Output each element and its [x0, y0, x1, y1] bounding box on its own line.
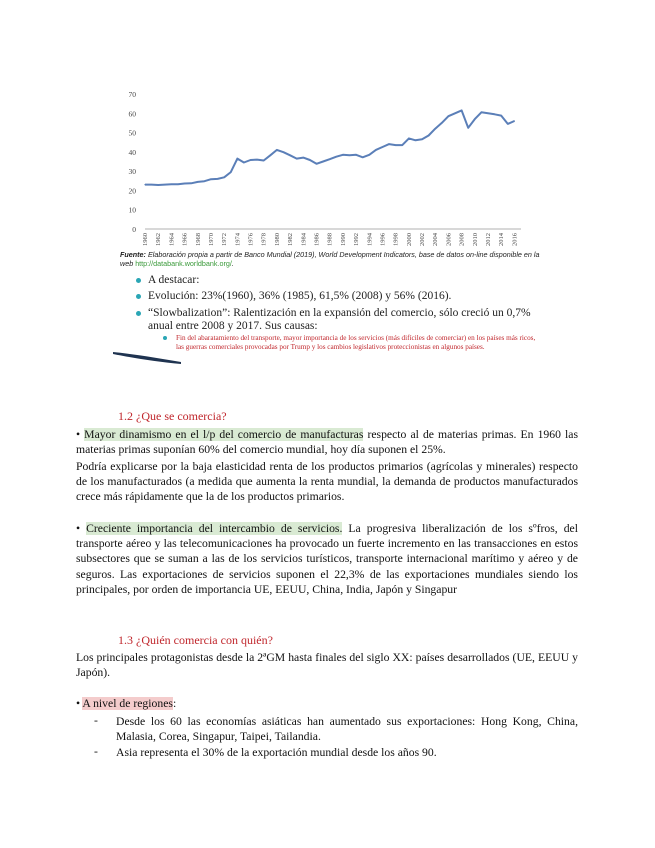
paragraph-protagonistas: Los principales protagonistas desde la 2ªGM hasta finales del siglo XX: países desarrollados (UE, EEUU y Japón).	[76, 651, 578, 680]
data-point	[296, 158, 297, 159]
data-point	[197, 181, 198, 182]
bullet-char: •	[76, 697, 83, 710]
x-tick-label: 2002	[419, 233, 427, 246]
y-tick-label: 60	[128, 109, 136, 119]
data-point	[151, 184, 152, 185]
x-tick-label: 2006	[445, 233, 453, 246]
y-tick-label: 40	[128, 147, 136, 157]
data-point	[323, 161, 324, 162]
data-point	[369, 154, 370, 155]
data-point	[329, 159, 330, 160]
slide-bullet-main: A destacar:	[148, 274, 200, 286]
x-tick-label: 1978	[260, 233, 268, 246]
data-point	[276, 149, 277, 150]
highlight-servicios: Creciente importancia del intercambio de servicios.	[86, 522, 343, 535]
data-point	[191, 183, 192, 184]
source-link[interactable]: http://databank.worldbank.org/	[135, 259, 232, 268]
x-tick-label: 1990	[339, 233, 347, 246]
data-point	[355, 154, 356, 155]
y-tick-label: 30	[128, 167, 136, 177]
x-tick-label: 1994	[366, 233, 374, 246]
x-tick-label: 1980	[273, 233, 281, 246]
data-point	[204, 181, 205, 182]
data-point	[428, 135, 429, 136]
bullet-char: •	[76, 522, 87, 535]
data-point	[336, 156, 337, 157]
data-point	[487, 113, 488, 114]
source-text: Elaboración propia a partir de Banco Mundial (2019), World Development Indicators, base de datos on-line disponible en la web	[120, 250, 540, 268]
data-point	[164, 184, 165, 185]
data-point	[395, 145, 396, 146]
x-tick-label: 2014	[498, 233, 506, 246]
y-tick-label: 20	[128, 186, 136, 196]
bullet-dot-icon	[136, 278, 141, 283]
data-point	[507, 123, 508, 124]
data-point	[243, 162, 244, 163]
x-tick-label: 1998	[392, 233, 400, 246]
x-tick-label: 1988	[326, 233, 334, 246]
data-point	[474, 118, 475, 119]
x-tick-label: 1968	[194, 233, 202, 246]
x-tick-label: 1992	[353, 232, 361, 246]
data-point	[421, 139, 422, 140]
data-point	[184, 183, 185, 184]
x-tick-label: 1960	[142, 233, 149, 246]
data-point	[210, 179, 211, 180]
x-tick-label: 1962	[155, 233, 163, 246]
data-point	[303, 157, 304, 158]
data-point	[481, 112, 482, 113]
data-point	[514, 120, 515, 121]
chart-source-note	[120, 250, 540, 268]
y-tick-label: 70	[128, 90, 136, 99]
regiones-colon: :	[172, 697, 177, 710]
x-tick-label: 2012	[485, 233, 493, 246]
data-point	[263, 160, 264, 161]
data-point	[461, 110, 462, 111]
x-tick-label: 1982	[287, 233, 295, 246]
data-point	[237, 158, 238, 159]
bullet-dot-icon	[136, 294, 141, 299]
data-point	[415, 140, 416, 141]
paragraph-regiones	[76, 696, 578, 711]
data-point	[408, 138, 409, 139]
slide-decoration-swoosh	[113, 350, 183, 364]
data-point	[217, 178, 218, 179]
paragraph-servicios-rest: La progresiva liberalización de los sºfros, del transporte aéreo y las telecomunicaciones ha provocado un fuerte incremento en las transacciones en estos subsectores que se suman a las de los servicios turísticos, transporte internacional marítimo y aéreo y de seguros. Las exportaciones de servicios suponen el 22,3% de las exportaciones mundiales siendo los principales, por orden de importancia UE, EEUU, China, India, Japón y Singapur	[76, 522, 578, 596]
list-dash: -	[94, 745, 98, 758]
trade-openness-series-line	[145, 110, 514, 185]
slide-bullet-slowbalization: “Slowbalization”: Ralentización en la expansión del comercio, sólo creció un 0,7% anual entre 2008 y 2017. Sus causas:	[148, 307, 531, 332]
list-item-asia-exportaciones: Desde los 60 las economías asiáticas han aumentado sus exportaciones: Hong Kong, China, Malasia, Corea, Singapur, Taipei, Tailandia.	[116, 715, 578, 744]
x-tick-label: 1964	[168, 233, 176, 246]
data-point	[375, 149, 376, 150]
bullet-char: •	[76, 428, 85, 441]
y-tick-label: 50	[128, 128, 136, 138]
paragraph-manufacturas-rest: respecto al de materias primas. En 1960 las materias primas suponían 60% del comercio mundial, hoy día suponen el 25%.	[76, 428, 578, 457]
x-tick-label: 1984	[300, 233, 308, 246]
data-point	[362, 157, 363, 158]
bullet-dot-icon	[163, 336, 167, 340]
y-tick-label: 10	[128, 205, 136, 215]
slide-bullet-causes: Fin del abaratamiento del transporte, mayor importancia de los servicios (más difíciles de comerciar) en los países más ricos, las guerras comerciales provocadas por Trump y los cambios legislativos proteccionistas en algunos países.	[176, 334, 536, 351]
slide-bullet-evolucion: Evolución: 23%(1960), 36% (1985), 61,5% (2008) y 56% (2016).	[148, 290, 452, 302]
x-tick-label: 1972	[221, 233, 229, 246]
data-point	[342, 154, 343, 155]
data-point	[468, 127, 469, 128]
section-heading-1-3: 1.3 ¿Quién comercia con quién?	[118, 633, 273, 647]
paragraph-elasticidad: Podría explicarse por la baja elasticidad renta de los productos primarios (agrícolas y minerales) respecto de los manufacturados (a medida que aumenta la renta mundial, la demanda de productos manufacturados crece más rápidamente que la de los productos primarios.	[76, 460, 578, 504]
data-point	[250, 159, 251, 160]
x-tick-label: 1986	[313, 233, 321, 246]
data-point	[388, 144, 389, 145]
data-point	[283, 152, 284, 153]
x-tick-label: 2016	[511, 233, 519, 246]
data-point	[448, 116, 449, 117]
x-tick-label: 2010	[471, 233, 479, 246]
data-point	[171, 184, 172, 185]
x-tick-label: 1996	[379, 233, 387, 246]
data-point	[402, 145, 403, 146]
data-point	[382, 146, 383, 147]
x-tick-label: 1976	[247, 233, 255, 246]
data-point	[290, 155, 291, 156]
data-point	[144, 184, 145, 185]
highlight-regiones: A nivel de regiones	[82, 697, 173, 710]
x-tick-label: 2004	[432, 233, 440, 246]
paragraph-manufacturas	[76, 427, 578, 457]
list-dash: -	[94, 714, 98, 727]
data-point	[177, 184, 178, 185]
source-prefix: Fuente:	[120, 250, 148, 259]
line-chart	[111, 82, 541, 257]
x-tick-label: 2008	[458, 233, 466, 246]
data-point	[309, 159, 310, 160]
data-point	[257, 159, 258, 160]
x-tick-label: 1970	[207, 233, 215, 246]
source-suffix: .	[231, 259, 234, 268]
data-point	[349, 155, 350, 156]
data-point	[230, 172, 231, 173]
highlight-manufacturas: Mayor dinamismo en el l/p del comercio de manufacturas	[84, 428, 364, 441]
x-tick-label: 2000	[405, 233, 413, 246]
data-point	[224, 177, 225, 178]
list-item-asia-30: Asia representa el 30% de la exportación mundial desde los años 90.	[116, 746, 437, 759]
x-tick-label: 1974	[234, 233, 242, 246]
data-point	[316, 163, 317, 164]
data-point	[435, 128, 436, 129]
paragraph-servicios	[76, 521, 578, 597]
bullet-dot-icon	[136, 311, 141, 316]
data-point	[494, 114, 495, 115]
data-point	[158, 184, 159, 185]
data-point	[270, 155, 271, 156]
data-point	[501, 115, 502, 116]
section-heading-1-2: 1.2 ¿Que se comercia?	[118, 409, 227, 423]
data-point	[454, 113, 455, 114]
y-tick-label: 0	[132, 225, 136, 234]
data-point	[441, 122, 442, 123]
x-tick-label: 1966	[181, 233, 189, 246]
